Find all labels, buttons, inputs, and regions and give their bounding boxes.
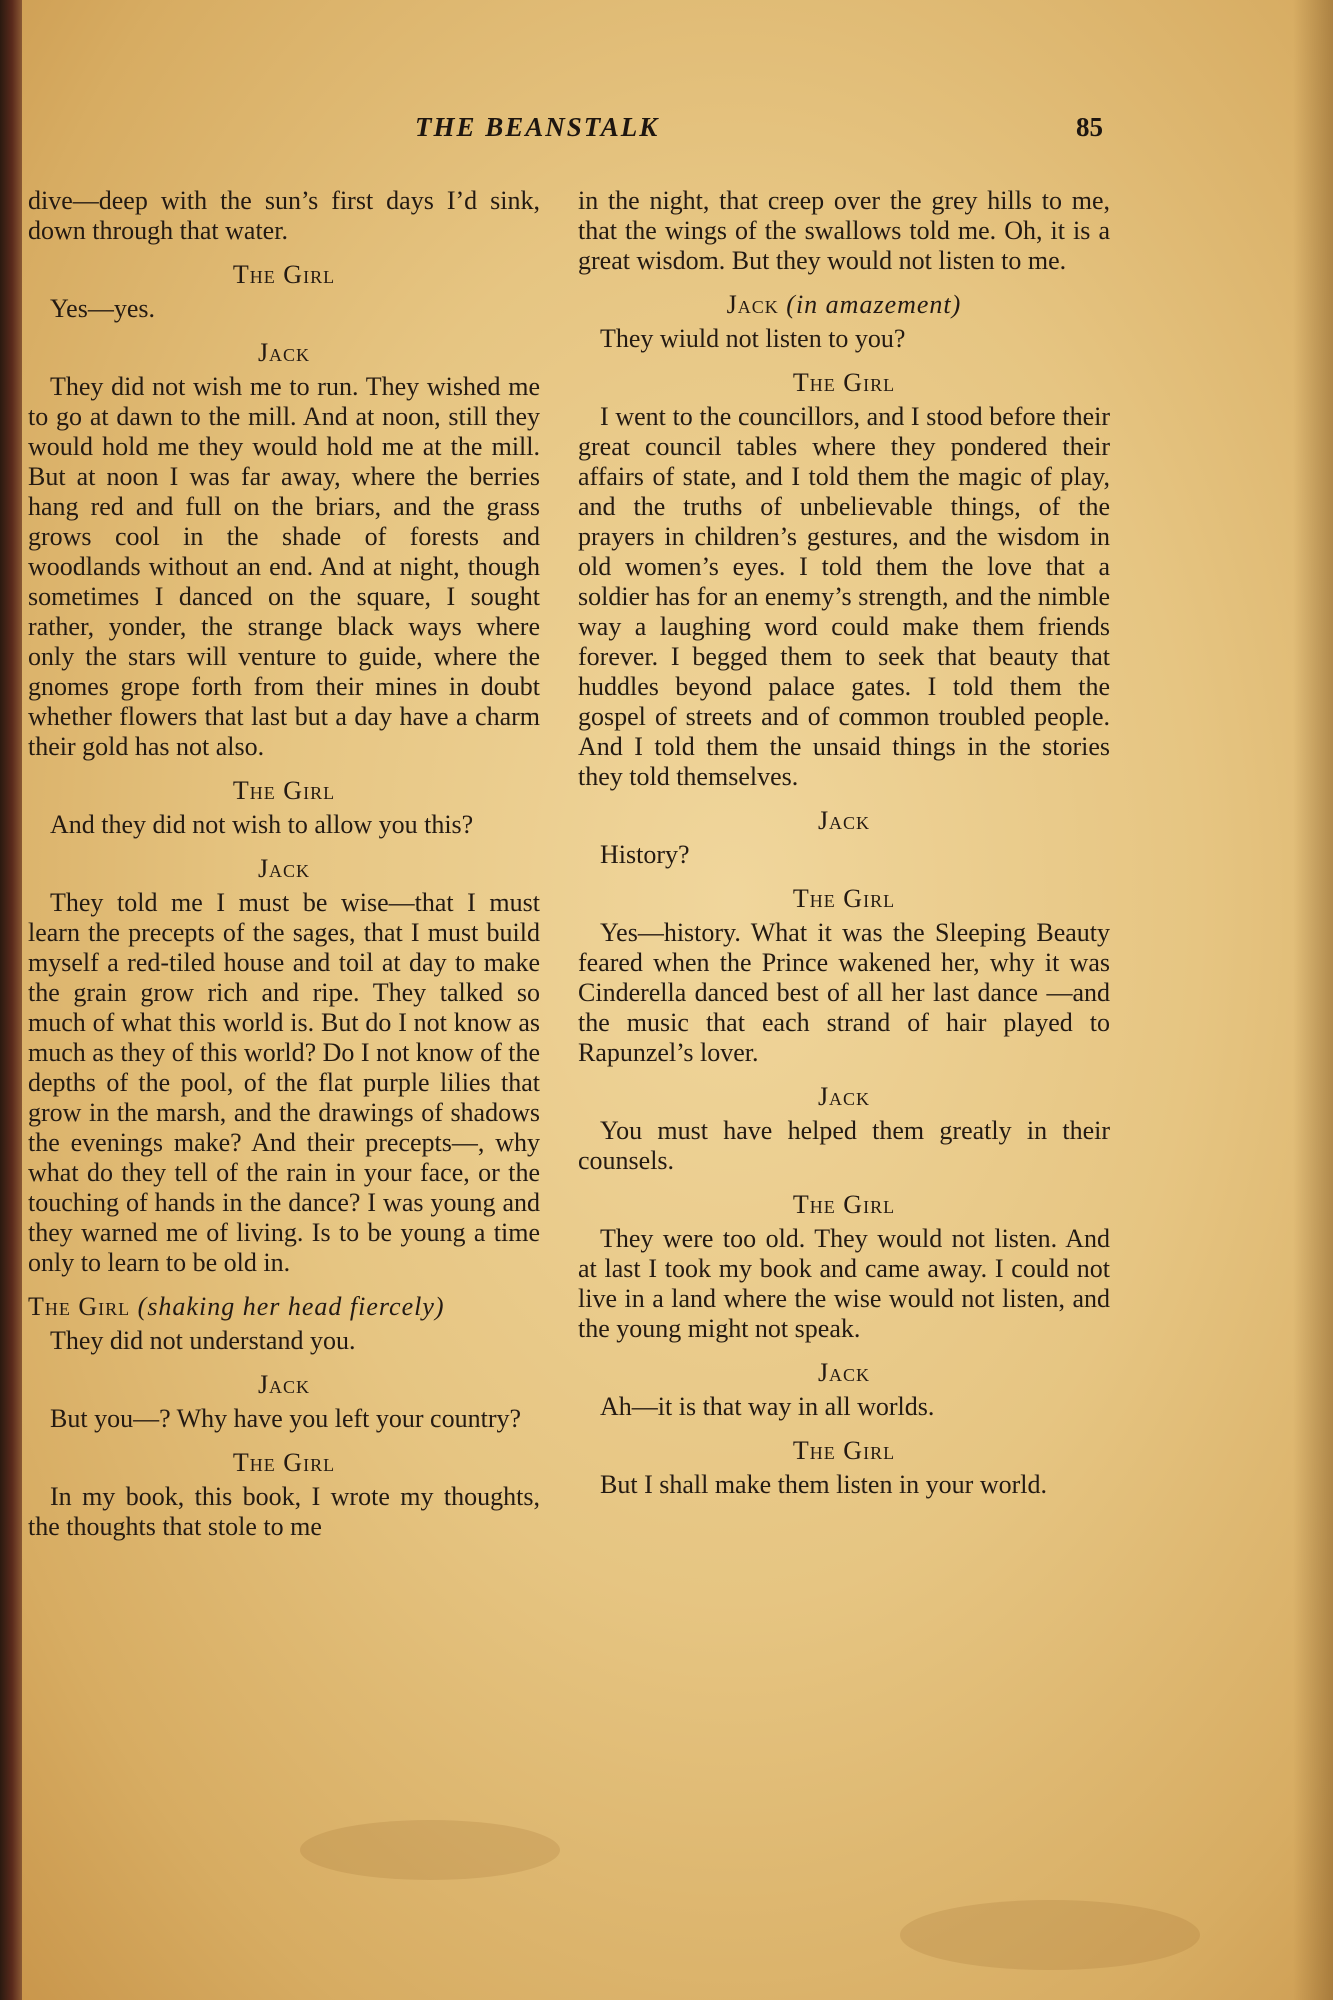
dialogue-text: I went to the councillors, and I stood before their great council tables where they pondered their affairs of state, and I told them the magic of play, and the truths of unbelievable things, of the prayers in children’s gestures, and the wisdom in old women’s eyes. I told them the love that a soldier has for an enemy’s strength, and the nimble way a laughing word could make them friends forever. I begged them to seek that beauty that huddles beyond palace gates. I told them the gospel of streets and of common troubled people. And I told them the unsaid things in the stories they told themselves. xyxy=(578,402,1110,791)
paper-stain xyxy=(900,1900,1200,1970)
dialogue-text: Yes—history. What it was the Sleeping Beauty feared when the Prince wakened her, why it was Cinderella danced best of all her last dance —and the music that each strand of hair played to Rapunzel’s lover. xyxy=(578,918,1110,1067)
page-header xyxy=(0,108,1333,148)
left-column xyxy=(28,186,540,1542)
dialogue-text: dive—deep with the sun’s first days I’d sink, down through that water. xyxy=(28,186,540,245)
speaker-name: Jack xyxy=(257,338,311,367)
dialogue-text: They did not understand you. xyxy=(50,1326,356,1355)
dialogue-text: Yes—yes. xyxy=(50,294,155,323)
dialogue-text: You must have helped them greatly in their counsels. xyxy=(578,1116,1110,1175)
dialogue-text: History? xyxy=(600,840,690,869)
stage-direction: (shaking her head fiercely) xyxy=(137,1292,445,1321)
speaker-name: Jack xyxy=(817,806,871,835)
speaker-name: The Girl xyxy=(792,884,896,913)
speaker-name: The Girl xyxy=(232,776,336,805)
dialogue-text: Ah—it is that way in all worlds. xyxy=(600,1392,935,1421)
dialogue-text: And they did not wish to allow you this? xyxy=(50,810,474,839)
speaker-name: The Girl xyxy=(792,1436,896,1465)
dialogue-text: But I shall make them listen in your world. xyxy=(600,1470,1047,1499)
page-edge-shadow xyxy=(1293,0,1333,2000)
page-number: 85 xyxy=(1076,112,1103,142)
speaker-name: The Girl xyxy=(28,1292,131,1321)
speaker-name: The Girl xyxy=(232,260,336,289)
dialogue-text: In my book, this book, I wrote my thoughts, the thoughts that stole to me xyxy=(28,1482,540,1541)
dialogue-text: But you—? Why have you left your country? xyxy=(50,1404,522,1433)
right-column xyxy=(578,186,1110,1500)
running-title: THE BEANSTALK xyxy=(415,112,660,142)
speaker-name: Jack xyxy=(257,1370,311,1399)
speaker-name: Jack xyxy=(817,1358,871,1387)
stage-direction: (in amazement) xyxy=(786,290,962,319)
book-spine xyxy=(0,0,22,2000)
speaker-name: Jack xyxy=(726,290,779,319)
speaker-name: The Girl xyxy=(792,1190,896,1219)
speaker-name: Jack xyxy=(817,1082,871,1111)
speaker-with-direction xyxy=(28,1292,540,1322)
speaker-with-direction xyxy=(578,290,1110,320)
dialogue-text: They were too old. They would not listen. And at last I took my book and came away. I could not live in a land where the wise would not listen, and the young might not speak. xyxy=(578,1224,1110,1343)
dialogue-text: They told me I must be wise—that I must learn the precepts of the sages, that I must build myself a red-tiled house and toil at day to make the grain grow rich and ripe. They talked so much of what this world is. But do I not know as much as they of this world? Do I not know of the depths of the pool, of the flat purple lilies that grow in the marsh, and the drawings of shadows the evenings make? And their precepts—, why what do they tell of the rain in your face, or the touching of hands in the dance? I was young and they warned me of living. Is to be young a time only to learn to be old in. xyxy=(28,888,540,1277)
paper-stain xyxy=(300,1820,560,1880)
speaker-name: The Girl xyxy=(792,368,896,397)
speaker-name: The Girl xyxy=(232,1448,336,1477)
dialogue-text: They wiuld not listen to you? xyxy=(600,324,906,353)
dialogue-text: in the night, that creep over the grey hills to me, that the wings of the swallows told me. Oh, it is a great wisdom. But they would not listen to me. xyxy=(578,186,1110,275)
speaker-name: Jack xyxy=(257,854,311,883)
dialogue-text: They did not wish me to run. They wished me to go at dawn to the mill. And at noon, still they would hold me they would hold me at the mill. But at noon I was far away, where the berries hang red and full on the briars, and the grass grows cool in the shade of forests and woodlands without an end. And at night, though sometimes I danced on the square, I sought rather, yonder, the strange black ways where only the stars will venture to guide, where the gnomes grope forth from their mines in doubt whether flowers that last but a day have a charm their gold has not also. xyxy=(28,372,540,761)
